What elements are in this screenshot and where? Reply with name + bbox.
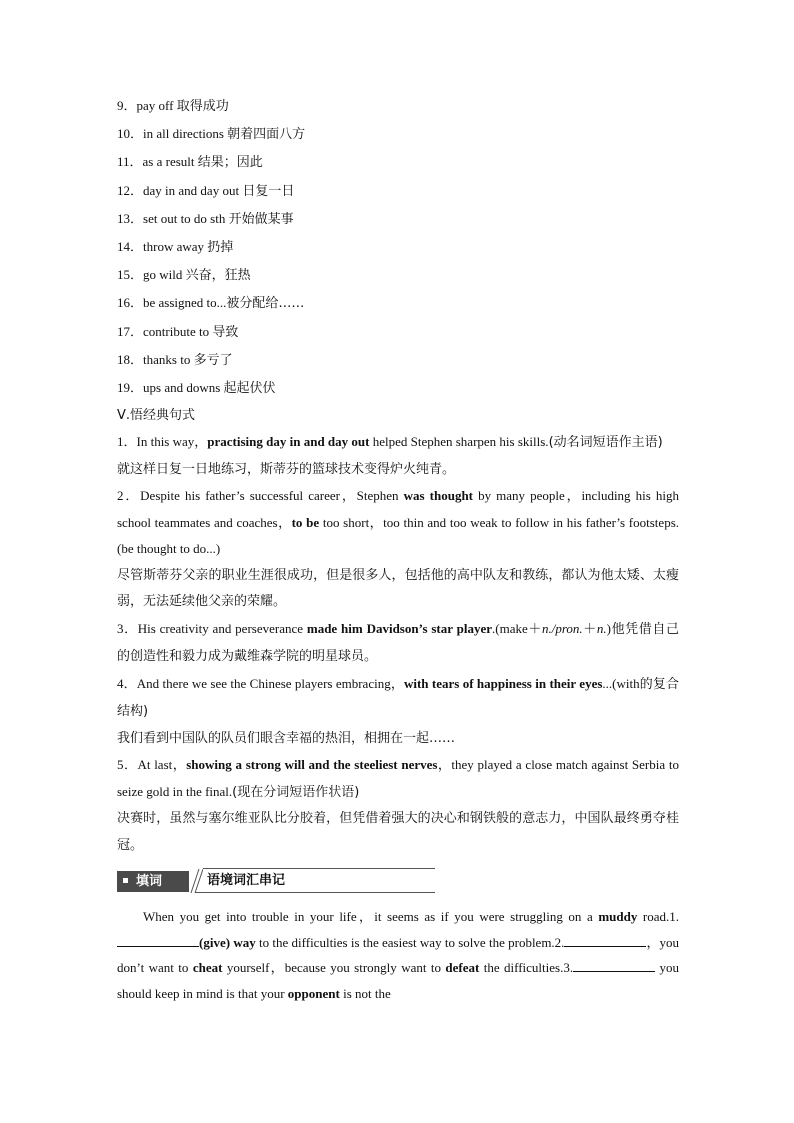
square-bullet-icon bbox=[123, 878, 128, 883]
sentence-1: 1．In this way，practising day in and day out helped Stephen sharpen his skills.(动名词短语作主语) bbox=[117, 434, 663, 451]
phrase-item: 16．be assigned to...被分配给…… bbox=[117, 295, 305, 312]
phrase-item: 9．pay off 取得成功 bbox=[117, 98, 229, 114]
section-banner bbox=[117, 868, 435, 894]
phrase-item: 10．in all directions 朝着四面八方 bbox=[117, 126, 306, 143]
section-heading: Ⅴ.悟经典句式 bbox=[117, 408, 196, 424]
document-page bbox=[117, 92, 679, 1006]
sentence-1-translation: 就这样日复一日地练习，斯蒂芬的篮球技术变得炉火纯青。 bbox=[117, 461, 456, 477]
banner-top-rule bbox=[203, 868, 435, 869]
phrase-item: 17．contribute to 导致 bbox=[117, 323, 239, 340]
sentence-2: 2．Despite his father’s successful career，Stephen was thought by many people，including his high school teammates and coaches，to be too short，too thin and too weak to follow in his father’s footsteps.(be thought to do...) bbox=[117, 488, 680, 557]
phrase-item: 12．day in and day out 日复一日 bbox=[117, 182, 295, 199]
slash-divider-icon bbox=[189, 868, 203, 894]
sentence-3: 3．His creativity and perseverance made him Davidson’s star player.(make＋n./pron.＋n.)他凭借自己的创造性和毅力成为戴维森学院的明星球员。 bbox=[117, 620, 679, 665]
sentence-2-translation: 尽管斯蒂芬父亲的职业生涯很成功，但是很多人，包括他的高中队友和教练，都认为他太矮、太瘦弱，无法延续他父亲的荣耀。 bbox=[117, 567, 679, 610]
cloze-passage: When you get into trouble in your life，it seems as if you were struggling on a muddy road.1.(give) way to the difficulties is the easiest way to solve the problem.2. ，you don’t want to cheat yourself，because you strongly want to defeat the difficulties.3. you should keep in mind is that your opponent is not the bbox=[117, 909, 680, 1001]
sentence-4: 4．And there we see the Chinese players embracing，with tears of happiness in their eyes...(with的复合结构) bbox=[117, 675, 679, 720]
blank-1[interactable] bbox=[117, 933, 199, 947]
blank-2[interactable] bbox=[564, 933, 646, 947]
banner-tag: 填词 bbox=[117, 871, 189, 892]
banner-bottom-rule bbox=[195, 892, 435, 893]
phrase-item: 15．go wild 兴奋，狂热 bbox=[117, 267, 251, 284]
phrase-item: 11．as a result 结果；因此 bbox=[117, 154, 263, 171]
phrase-item: 18．thanks to 多亏了 bbox=[117, 351, 233, 368]
phrase-list bbox=[117, 92, 679, 402]
sentence-4-translation: 我们看到中国队的队员们眼含幸福的热泪，相拥在一起…… bbox=[117, 730, 456, 746]
phrase-item: 14．throw away 扔掉 bbox=[117, 239, 234, 256]
sentence-5-translation: 决赛时，虽然与塞尔维亚队比分胶着，但凭借着强大的决心和钢铁般的意志力，中国队最终勇夺桂冠。 bbox=[117, 811, 679, 853]
blank-3[interactable] bbox=[573, 958, 655, 972]
sentence-5: 5．At last，showing a strong will and the steeliest nerves，they played a close match against Serbia to seize gold in the final.(现在分词短语作状语) bbox=[117, 757, 679, 800]
banner-title: 语境词汇串记 bbox=[207, 873, 286, 889]
phrase-item: 13．set out to do sth 开始做某事 bbox=[117, 210, 294, 227]
phrase-item: 19．ups and downs 起起伏伏 bbox=[117, 380, 276, 397]
